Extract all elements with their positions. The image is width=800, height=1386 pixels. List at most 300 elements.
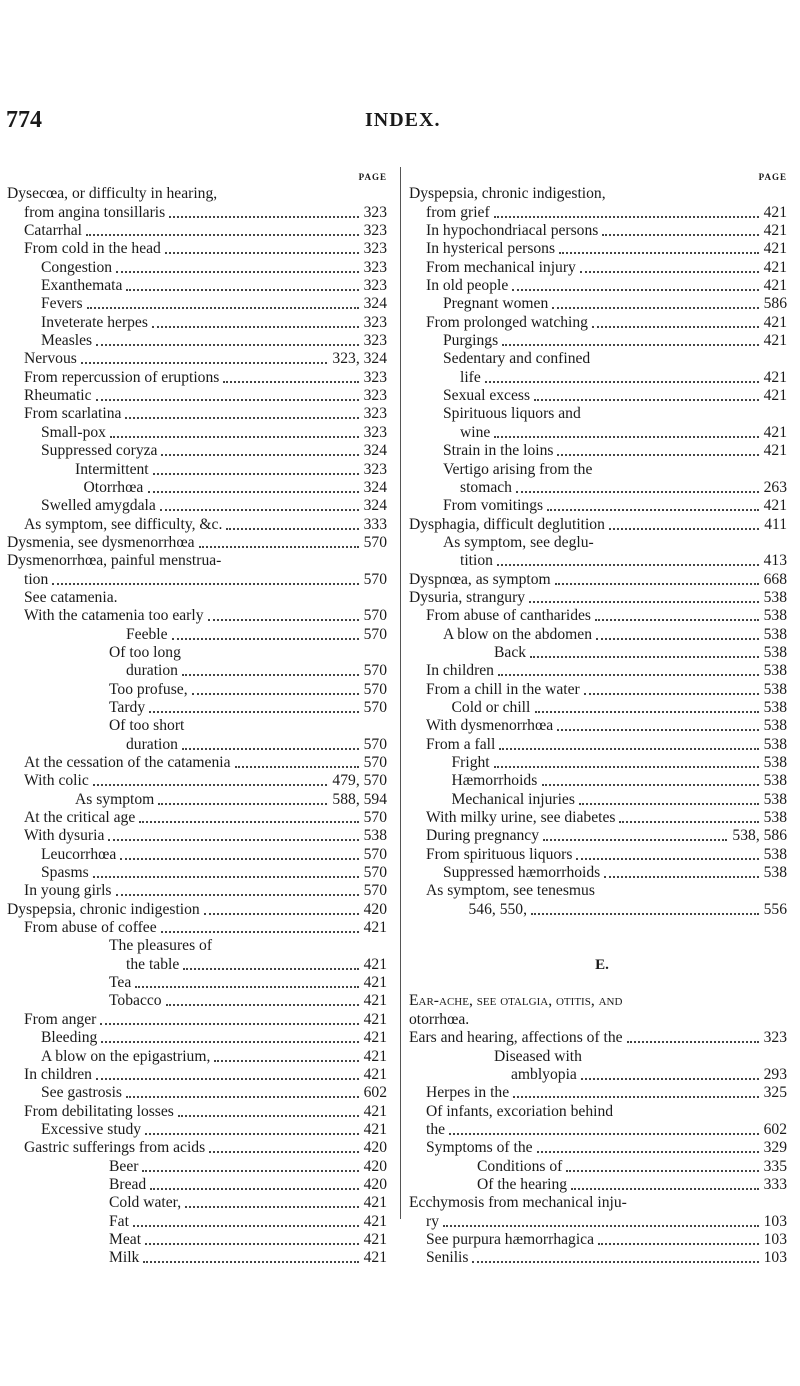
entry-page-ref: 324 xyxy=(363,295,387,313)
entry-term: Beer xyxy=(109,1157,139,1175)
dot-leader xyxy=(584,693,759,695)
dot-leader xyxy=(547,509,759,511)
index-entry xyxy=(409,405,795,423)
index-entry xyxy=(7,1121,395,1139)
index-entry xyxy=(409,992,795,1010)
entry-term: tion xyxy=(24,570,49,588)
entry-page-ref: 323 xyxy=(363,387,387,405)
entry-page-ref: 538 xyxy=(763,662,787,680)
entry-page-ref: 538 xyxy=(763,717,787,735)
index-entry xyxy=(7,1029,395,1047)
dot-leader xyxy=(145,1243,359,1245)
entry-term: As symptom, see deglu- xyxy=(443,533,594,551)
dot-leader xyxy=(609,528,759,530)
index-entry xyxy=(409,681,795,699)
entry-page-ref: 538 xyxy=(763,864,787,882)
entry-term: A blow on the abdomen xyxy=(443,625,592,643)
entry-term: Swelled amygdala xyxy=(41,497,156,515)
entry-term: With colic xyxy=(24,772,89,790)
entry-page-ref: 538 xyxy=(763,790,787,808)
entry-term: During pregnancy xyxy=(426,827,540,845)
entry-page-ref: 333 xyxy=(763,1175,787,1193)
index-entry xyxy=(7,222,395,240)
entry-term: ry xyxy=(426,1212,439,1230)
entry-page-ref: 421 xyxy=(763,368,787,386)
dot-leader xyxy=(145,1133,359,1135)
entry-page-ref: 323 xyxy=(363,203,387,221)
entry-term: Back xyxy=(494,643,527,661)
entry-page-ref: 570 xyxy=(363,625,387,643)
index-entry xyxy=(409,1213,795,1231)
entry-page-ref: 479, 570 xyxy=(332,772,387,790)
dot-leader xyxy=(531,913,759,915)
index-entry xyxy=(409,461,795,479)
entry-page-ref: 421 xyxy=(763,277,787,295)
dot-leader xyxy=(158,803,327,805)
entry-page-ref: 421 xyxy=(363,1120,387,1138)
entry-page-ref: 335 xyxy=(763,1157,787,1175)
index-entry xyxy=(7,534,395,552)
dot-leader xyxy=(530,656,759,658)
entry-page-ref: 421 xyxy=(763,332,787,350)
entry-page-ref: 421 xyxy=(763,258,787,276)
index-entry xyxy=(7,607,395,625)
dot-leader xyxy=(498,674,759,676)
entry-page-ref: 420 xyxy=(363,1157,387,1175)
dot-leader xyxy=(81,362,327,364)
entry-page-ref: 421 xyxy=(763,387,787,405)
dot-leader xyxy=(93,876,359,878)
index-entry xyxy=(7,332,395,350)
dot-leader xyxy=(494,766,759,768)
index-entry xyxy=(7,772,395,790)
dot-leader xyxy=(152,326,359,328)
dot-leader xyxy=(126,289,359,291)
dot-leader xyxy=(166,1004,359,1006)
dot-leader xyxy=(566,1170,759,1172)
entry-term: Too profuse, xyxy=(109,680,188,698)
entry-term: Suppressed hæmorrhoids xyxy=(443,864,601,882)
entry-page-ref: 421 xyxy=(763,222,787,240)
entry-page-ref: 323 xyxy=(363,423,387,441)
index-entry xyxy=(7,516,395,534)
entry-term: Excessive study xyxy=(41,1120,142,1138)
dot-leader xyxy=(627,1041,759,1043)
index-entry xyxy=(409,1011,795,1029)
dot-leader xyxy=(101,1041,359,1043)
entry-page-ref: 323 xyxy=(763,1029,787,1047)
index-entry xyxy=(409,479,795,497)
entry-term: Meat xyxy=(109,1230,142,1248)
index-entry xyxy=(409,185,795,203)
entry-term: At the critical age xyxy=(24,809,136,827)
entry-term: 546, 550, xyxy=(468,900,527,918)
entry-page-ref: 570 xyxy=(363,864,387,882)
dot-leader xyxy=(497,564,759,566)
index-entry xyxy=(409,901,795,919)
entry-page-ref: 323 xyxy=(363,277,387,295)
entry-page-ref: 570 xyxy=(363,607,387,625)
entry-page-ref: 421 xyxy=(363,1065,387,1083)
entry-page-ref: 570 xyxy=(363,754,387,771)
entry-term: From abuse of coffee xyxy=(24,919,157,937)
index-entry xyxy=(409,589,795,607)
index-entry xyxy=(7,882,395,900)
dot-leader xyxy=(199,546,359,548)
index-entry xyxy=(7,699,395,717)
index-entry xyxy=(409,1139,795,1157)
index-entry xyxy=(409,369,795,387)
entry-page-ref: 570 xyxy=(363,845,387,863)
entry-term: amblyopia xyxy=(511,1065,577,1083)
dot-leader xyxy=(580,271,759,273)
entry-term: Dysecœa, or difficulty in hearing, xyxy=(7,185,218,203)
index-entry xyxy=(409,607,795,625)
entry-term: Dysmenorrhœa, painful menstrua- xyxy=(7,552,222,570)
entry-term: See catamenia. xyxy=(24,588,118,606)
index-entry xyxy=(409,1176,795,1194)
entry-page-ref: 420 xyxy=(363,1175,387,1193)
dot-leader xyxy=(169,216,359,218)
entry-term: duration xyxy=(126,662,178,680)
dot-leader xyxy=(602,234,759,236)
index-entry xyxy=(7,1103,395,1121)
index-entry xyxy=(7,736,395,754)
entry-page-ref: 323 xyxy=(363,460,387,478)
entry-term: See purpura hæmorrhagica xyxy=(426,1230,595,1248)
dot-leader xyxy=(559,252,759,254)
entry-term: otorrhœa. xyxy=(409,1010,470,1028)
index-entry xyxy=(7,1213,395,1231)
entry-term: From repercussion of eruptions xyxy=(24,368,220,386)
dot-leader xyxy=(209,1151,359,1153)
dot-leader xyxy=(93,784,327,786)
index-entry xyxy=(7,956,395,974)
entry-page-ref: 421 xyxy=(763,313,787,331)
index-entry xyxy=(7,424,395,442)
entry-term: tition xyxy=(460,552,493,570)
entry-page-ref: 333 xyxy=(363,515,387,533)
index-entry xyxy=(409,974,795,992)
entry-term: Catarrhal xyxy=(24,222,83,240)
column-divider xyxy=(400,167,401,1219)
entry-page-ref: 570 xyxy=(363,533,387,551)
entry-page-ref: 538 xyxy=(763,680,787,698)
dot-leader xyxy=(149,711,359,713)
entry-term: Of infants, excoriation behind xyxy=(426,1102,614,1120)
entry-term: Dysuria, strangury xyxy=(409,588,526,606)
entry-term: Dyspnœa, as symptom xyxy=(409,570,551,588)
entry-term: duration xyxy=(126,735,178,753)
entry-term: From cold in the head xyxy=(24,240,161,258)
entry-page-ref: 421 xyxy=(363,974,387,992)
page-title: INDEX. xyxy=(365,109,441,131)
entry-page-ref: 421 xyxy=(363,1102,387,1120)
dot-leader xyxy=(537,1151,759,1153)
dot-leader xyxy=(150,1188,359,1190)
index-entry xyxy=(7,626,395,644)
entry-page-ref: 421 xyxy=(763,497,787,515)
entry-term: the xyxy=(426,1120,446,1138)
index-entry xyxy=(7,864,395,882)
index-entry xyxy=(7,369,395,387)
entry-term: Senilis xyxy=(426,1249,469,1267)
entry-term: Dyspepsia, chronic indigestion xyxy=(7,900,200,918)
index-entry xyxy=(409,754,795,772)
entry-term: From mechanical injury xyxy=(426,258,576,276)
entry-page-ref: 538 xyxy=(763,754,787,771)
entry-term: The pleasures of xyxy=(109,937,213,955)
entry-term: With dysuria xyxy=(24,827,105,845)
index-entry xyxy=(7,1231,395,1249)
entry-page-ref: 411 xyxy=(764,515,787,533)
entry-page-ref: 323, 324 xyxy=(332,350,387,368)
dot-leader xyxy=(449,1133,759,1135)
dot-leader xyxy=(52,583,359,585)
entry-page-ref: 421 xyxy=(363,1249,387,1267)
dot-leader xyxy=(183,968,359,970)
index-entry xyxy=(7,1066,395,1084)
entry-page-ref: 538 xyxy=(763,845,787,863)
entry-term: In children xyxy=(24,1065,92,1083)
dot-leader xyxy=(204,913,359,915)
dot-leader xyxy=(472,1261,759,1263)
entry-term: From spirituous liquors xyxy=(426,845,573,863)
dot-leader xyxy=(192,693,359,695)
entry-page-ref: 421 xyxy=(763,423,787,441)
index-entry xyxy=(409,442,795,460)
index-entry xyxy=(409,791,795,809)
entry-page-ref: 538 xyxy=(763,772,787,790)
entry-term: Ear-ache, see otalgia, otitis, and xyxy=(409,992,623,1010)
dot-leader xyxy=(543,839,727,841)
index-entry xyxy=(7,295,395,313)
index-entry xyxy=(409,1194,795,1212)
index-entry xyxy=(409,1029,795,1047)
entry-term: Suppressed coryza xyxy=(41,442,158,460)
entry-page-ref: 103 xyxy=(763,1212,787,1230)
entry-page-ref: 570 xyxy=(363,662,387,680)
entry-term: Fevers xyxy=(41,295,83,313)
entry-page-ref: 570 xyxy=(363,809,387,827)
entry-page-ref: 421 xyxy=(363,1029,387,1047)
entry-term: wine xyxy=(460,423,491,441)
index-entry xyxy=(7,240,395,258)
page-column-heading: PAGE xyxy=(358,172,387,182)
index-entry xyxy=(409,1066,795,1084)
index-entry xyxy=(7,791,395,809)
entry-term: Hæmorrhoids xyxy=(451,772,538,790)
entry-page-ref: 323 xyxy=(363,313,387,331)
index-entry xyxy=(409,204,795,222)
dot-leader xyxy=(596,638,759,640)
dot-leader xyxy=(161,454,359,456)
dot-leader xyxy=(592,326,759,328)
entry-page-ref: 421 xyxy=(363,992,387,1010)
dot-leader xyxy=(499,748,759,750)
dot-leader xyxy=(100,1023,359,1025)
entry-page-ref: 602 xyxy=(763,1120,787,1138)
entry-page-ref: 421 xyxy=(363,1230,387,1248)
dot-leader xyxy=(555,583,759,585)
dot-leader xyxy=(604,876,759,878)
entry-term: Sexual excess xyxy=(443,387,531,405)
dot-leader xyxy=(494,216,759,218)
entry-page-ref: 421 xyxy=(363,1212,387,1230)
index-entry xyxy=(409,534,795,552)
entry-page-ref: 586 xyxy=(763,295,787,313)
index-entry xyxy=(7,992,395,1010)
index-entry xyxy=(7,1176,395,1194)
dot-leader xyxy=(125,417,359,419)
dot-leader xyxy=(214,1060,359,1062)
dot-leader xyxy=(108,839,359,841)
index-entry xyxy=(409,571,795,589)
dot-leader xyxy=(172,638,359,640)
index-entry xyxy=(7,259,395,277)
entry-page-ref: 421 xyxy=(363,919,387,937)
dot-leader xyxy=(165,252,359,254)
entry-term: With the catamenia too early xyxy=(24,607,204,625)
entry-term: Conditions of xyxy=(477,1157,563,1175)
index-entry xyxy=(7,1084,395,1102)
entry-term: From a chill in the water xyxy=(426,680,580,698)
entry-term: Bleeding xyxy=(41,1029,98,1047)
index-column-left xyxy=(7,167,395,1268)
entry-page-ref: 329 xyxy=(763,1139,787,1157)
entry-term: At the cessation of the catamenia xyxy=(24,754,231,771)
entry-page-ref: 324 xyxy=(363,478,387,496)
dot-leader xyxy=(235,766,359,768)
entry-term: Fat xyxy=(109,1212,129,1230)
entry-term: Cold water, xyxy=(109,1194,182,1212)
dot-leader xyxy=(502,344,759,346)
index-entry xyxy=(7,1249,395,1267)
index-entry xyxy=(409,552,795,570)
index-entry xyxy=(7,974,395,992)
index-entry xyxy=(409,699,795,717)
entry-page-ref: 420 xyxy=(363,1139,387,1157)
index-entry xyxy=(409,644,795,662)
index-entry xyxy=(409,387,795,405)
index-entry xyxy=(409,350,795,368)
index-entry xyxy=(409,919,795,937)
entry-term: Mechanical injuries xyxy=(451,790,575,808)
entry-term: Nervous xyxy=(24,350,77,368)
index-entry xyxy=(409,222,795,240)
index-entry xyxy=(7,717,395,735)
entry-term: Rheumatic xyxy=(24,387,92,405)
index-entry xyxy=(7,405,395,423)
entry-page-ref: 538 xyxy=(763,643,787,661)
index-entry xyxy=(7,846,395,864)
index-entry xyxy=(7,644,395,662)
entry-term: from grief xyxy=(426,203,490,221)
entry-page-ref: 420 xyxy=(363,900,387,918)
dot-leader xyxy=(142,1170,359,1172)
index-entry xyxy=(7,589,395,607)
entry-page-ref: 421 xyxy=(363,1010,387,1028)
index-entry xyxy=(7,1139,395,1157)
index-entry xyxy=(7,901,395,919)
dot-leader xyxy=(579,803,759,805)
entry-page-ref: 323 xyxy=(363,258,387,276)
index-entry xyxy=(409,1084,795,1102)
index-entry xyxy=(409,424,795,442)
entry-term: Ears and hearing, affections of the xyxy=(409,1029,623,1047)
index-entry xyxy=(409,1158,795,1176)
entry-term: As symptom, see tenesmus xyxy=(426,882,595,900)
index-entry xyxy=(7,350,395,368)
index-entry xyxy=(7,442,395,460)
index-entry xyxy=(7,754,395,772)
index-entry xyxy=(409,662,795,680)
dot-leader xyxy=(208,619,359,621)
entry-page-ref: 263 xyxy=(763,478,787,496)
entry-term: In hysterical persons xyxy=(426,240,556,258)
entry-page-ref: 421 xyxy=(763,442,787,460)
dot-leader xyxy=(87,307,359,309)
entry-page-ref: 323 xyxy=(363,368,387,386)
index-entry xyxy=(7,387,395,405)
dot-leader xyxy=(513,1096,759,1098)
index-entry xyxy=(7,919,395,937)
entry-term: Otorrhœa xyxy=(83,478,144,496)
entry-page-ref: 103 xyxy=(763,1249,787,1267)
index-entry xyxy=(409,1249,795,1267)
page-number: 774 xyxy=(6,107,42,133)
index-entry xyxy=(409,1231,795,1249)
index-entry xyxy=(409,717,795,735)
dot-leader xyxy=(116,894,359,896)
entry-term: Cold or chill xyxy=(451,698,531,716)
index-entry xyxy=(409,259,795,277)
entry-page-ref: 325 xyxy=(763,1084,787,1102)
entry-page-ref: 538 xyxy=(763,588,787,606)
index-entry xyxy=(409,772,795,790)
entry-page-ref: 570 xyxy=(363,680,387,698)
entry-term: Of the hearing xyxy=(477,1175,568,1193)
entry-page-ref: 538 xyxy=(763,607,787,625)
index-entry xyxy=(7,1194,395,1212)
dot-leader xyxy=(143,1261,359,1263)
index-entry xyxy=(409,1103,795,1121)
index-entry xyxy=(409,332,795,350)
index-entry xyxy=(7,552,395,570)
entry-term: In old people xyxy=(426,277,509,295)
entry-page-ref: 556 xyxy=(763,900,787,918)
entry-page-ref: 413 xyxy=(763,552,787,570)
dot-leader xyxy=(96,344,359,346)
index-entry xyxy=(409,937,795,955)
index-entry xyxy=(7,681,395,699)
index-entry xyxy=(409,516,795,534)
dot-leader xyxy=(595,619,759,621)
entry-term: Purgings xyxy=(443,332,499,350)
entry-term: Pregnant women xyxy=(443,295,549,313)
entry-term: Dysmenia, see dysmenorrhœa xyxy=(7,533,195,551)
index-entry xyxy=(409,736,795,754)
index-column-right xyxy=(409,167,795,1268)
index-entry xyxy=(7,827,395,845)
dot-leader xyxy=(135,986,359,988)
entry-term: from angina tonsillaris xyxy=(24,203,166,221)
dot-leader xyxy=(494,436,759,438)
entry-term: From debilitating losses xyxy=(24,1102,174,1120)
entry-page-ref: 323 xyxy=(363,405,387,423)
entry-page-ref: 293 xyxy=(763,1065,787,1083)
entry-term: Inveterate herpes xyxy=(41,313,148,331)
